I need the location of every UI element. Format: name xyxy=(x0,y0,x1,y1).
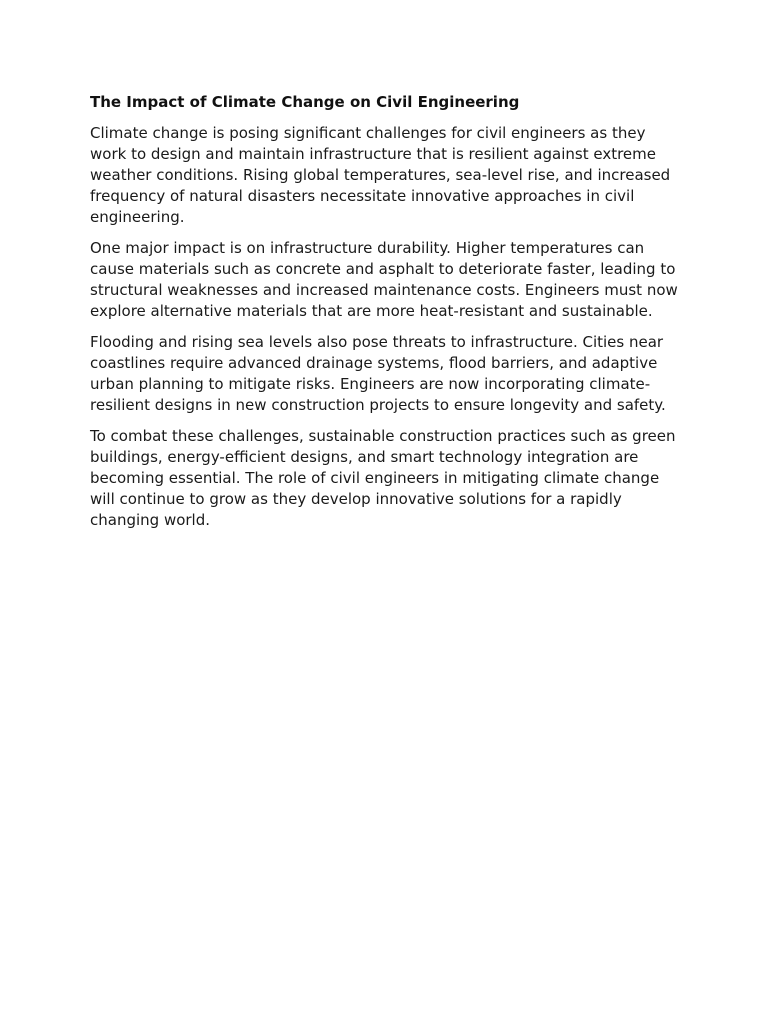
paragraph-sustainability: To combat these challenges, sustainable construction practices such as green buildings, energy-efficient designs, and smart technology integration are becoming essential. The role of civil engineers in mitigating climate change will continue to grow as they develop innovative solutions for a rapidly changing world. xyxy=(90,427,676,529)
document-title: The Impact of Climate Change on Civil Engineering xyxy=(90,93,520,111)
paragraph-flooding: Flooding and rising sea levels also pose threats to infrastructure. Cities near coastlines require advanced drainage systems, flood barriers, and adaptive urban planning to mitigate risks. Engineers are now incorporating climate-resilient designs in new construction projects to ensure longevity and safety. xyxy=(90,333,666,414)
paragraph-durability: One major impact is on infrastructure durability. Higher temperatures can cause materials such as concrete and asphalt to deteriorate faster, leading to structural weaknesses and increased maintenance costs. Engineers must now explore alternative materials that are more heat-resistant and sustainable. xyxy=(90,239,678,320)
paragraph-intro: Climate change is posing significant challenges for civil engineers as they work to design and maintain infrastructure that is resilient against extreme weather conditions. Rising global temperatures, sea-level rise, and increased frequency of natural disasters necessitate innovative approaches in civil engineering. xyxy=(90,124,671,226)
document-body xyxy=(90,92,680,541)
